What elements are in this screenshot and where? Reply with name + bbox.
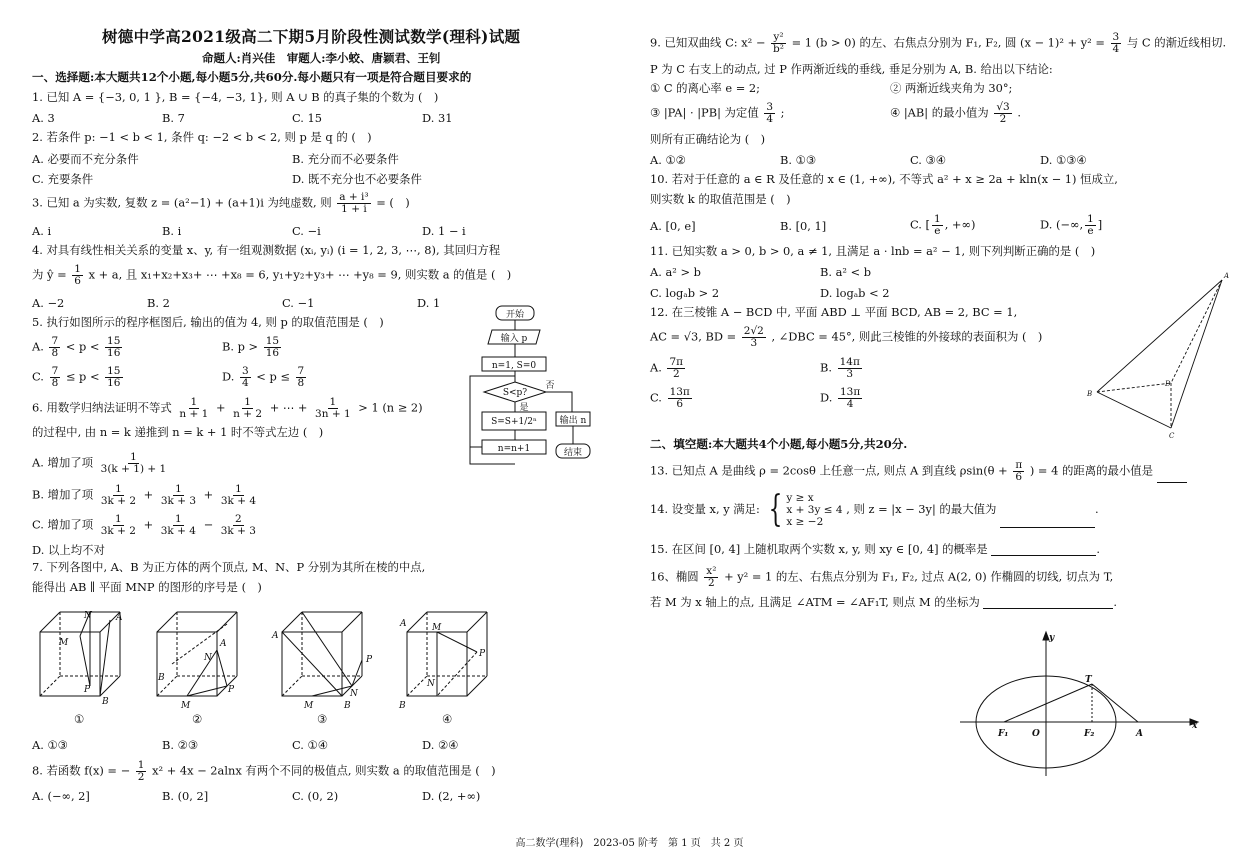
q6-line2: 的过程中, 由 n = k 递推到 n = k + 1 时不等式左边 ( ) [32, 425, 324, 439]
q10-option-d: D. (−∞, $\frac{1}{e}$ ] [1040, 213, 1103, 238]
ellipse-label-t: T [1085, 675, 1092, 685]
q9-claim-3: ③ |PA| · |PB| 为定值 $\frac{3}{4}$ ; [650, 101, 785, 126]
q5-option-d: D. $\frac{3}{4}$ < p ≤ $\frac{7}{8}$ [222, 365, 305, 390]
q10-line2: 则实数 k 的取值范围是 ( ) [650, 192, 791, 206]
flow-input-label: 输入 p [500, 334, 528, 344]
q6-option-c: C. 增加了项 $\frac{1}{3k + 2}$ + $\frac{1}{3k + 4}$ − $\frac{2}{3k + 3}$ [32, 513, 256, 538]
cube-figure-3 [282, 612, 362, 696]
q9-option-d: D. ①③④ [1040, 153, 1087, 167]
q14-stem: 14. 设变量 x, y 满足: { y ≥ x x + 3y ≤ 4 x ≥ −2 , 则 z = |x − 3y| 的最大值为 . [650, 488, 1099, 530]
cube2-label-b: B [158, 673, 165, 683]
flow-end-label: 结束 [563, 448, 583, 458]
cube2-label-p: P [228, 685, 235, 695]
ellipse-label-x: x [1192, 721, 1198, 731]
q12-option-c: C. $\frac{13\pi}{6}$ [650, 386, 690, 411]
q3-option-c: C. −i [292, 224, 321, 238]
cube-figure-1 [40, 612, 120, 696]
q15-stem: 15. 在区间 [0, 4] 上随机取两个实数 x, y, 则 xy ∈ [0, 4] 的概率是 . [650, 542, 1100, 556]
tangent-line [1092, 684, 1138, 722]
flow-no-label: 否 [545, 381, 555, 391]
q10-option-a: A. [0, e] [650, 219, 696, 233]
q7-option-a: A. ①③ [32, 738, 68, 752]
q4-option-c: C. −1 [282, 296, 315, 310]
q7-line2: 能得出 AB ∥ 平面 MNP 的图形的序号是 ( ) [32, 580, 262, 594]
q12-option-b: B. $\frac{14\pi}{3}$ [820, 356, 860, 381]
cube-figure-4 [407, 612, 487, 696]
q5-option-c: C. $\frac{7}{8}$ ≤ p < $\frac{15}{16}$ [32, 365, 121, 390]
q10-option-c: C. [ $\frac{1}{e}$ , +∞) [910, 213, 976, 238]
page-title: 树德中学高2021级高二下期5月阶段性测试数学(理科)试题 [102, 27, 521, 46]
cube4-label-p: P [479, 649, 486, 659]
cube3-label-b: B [344, 701, 351, 711]
q8-option-b: B. (0, 2] [162, 789, 209, 803]
q15-answer-blank [991, 543, 1096, 556]
q3-stem: 3. 已知 a 为实数, 复数 z = (a²−1) + (a+1)i 为纯虚数, 则 $\frac{\text{a + i³}}{1 + i}$ = ( ) [32, 191, 410, 216]
q9-option-a: A. ①② [650, 153, 686, 167]
cube4-label-a: A [400, 619, 407, 629]
q6-option-d: D. 以上均不对 [32, 543, 105, 557]
cube3-label-p: P [366, 655, 373, 665]
q11-option-b: B. a² < b [820, 265, 872, 279]
q2-option-b: B. 充分而不必要条件 [292, 152, 399, 166]
ellipse-label-o: O [1032, 729, 1040, 739]
q3-fraction: $\frac{\text{a + i³}}{1 + i}$ [339, 191, 369, 216]
q8-option-c: C. (0, 2) [292, 789, 339, 803]
q3-option-a: A. i [32, 224, 52, 238]
q4-line2: 为 ŷ = $\frac{1}{6}$ x + a, 且 x₁+x₂+x₃+ ⋯ +x₈ = 6, y₁+y₂+y₃+ ⋯ +y₈ = 9, 则实数 a 的值是 ( ) [32, 263, 512, 288]
flow-output-label: 输出 n [559, 416, 587, 426]
q9-claim-1: ① C 的离心率 e = 2; [650, 81, 760, 95]
cube2-label-m: M [181, 701, 191, 711]
q5-option-b: B. p > $\frac{15}{16}$ [222, 335, 280, 360]
q12-tetrahedron [1085, 270, 1235, 440]
q4-option-b: B. 2 [147, 296, 170, 310]
q2-option-a: A. 必要而不充分条件 [32, 152, 139, 166]
q7-option-b: B. ②③ [162, 738, 199, 752]
cube4-label-n: N [427, 679, 435, 689]
section-choice-heading: 一、选择题:本大题共12个小题,每小题5分,共60分.每小题只有一项是符合题目要求的 [32, 70, 472, 84]
tetra-label-a: A [1224, 272, 1230, 280]
cube-label-4: ④ [442, 712, 453, 726]
flow-body-label: S=S+1/2ⁿ [491, 417, 537, 427]
tetra-label-b: B [1087, 390, 1093, 398]
q6-option-a: A. 增加了项 $\frac{1}{3(k + 1) + 1}$ [32, 451, 167, 476]
ellipse-label-f1: F₁ [998, 729, 1009, 739]
cube1-label-a: A [116, 613, 123, 623]
q9-option-b: B. ①③ [780, 153, 817, 167]
q6-stem: 6. 用数学归纳法证明不等式 $\frac{1}{n + 1}$ + $\frac{1}{n + 2}$ + ⋯ + $\frac{1}{3n + 1}$ > 1 (n ≥ 2) [32, 396, 423, 421]
cube4-label-b: B [399, 701, 406, 711]
q5-option-a: A. $\frac{7}{8}$ < p < $\frac{15}{16}$ [32, 335, 121, 360]
q8-option-a: A. (−∞, 2] [32, 789, 90, 803]
section-fill-heading: 二、填空题:本大题共4个小题,每小题5分,共20分. [650, 437, 908, 451]
q6-option-b: B. 增加了项 $\frac{1}{3k + 2}$ + $\frac{1}{3k + 3}$ + $\frac{1}{3k + 4}$ [32, 483, 257, 508]
q12-option-d: D. $\frac{13\pi}{4}$ [820, 386, 861, 411]
q3-option-b: B. i [162, 224, 182, 238]
cube-label-3: ③ [317, 712, 328, 726]
q16-line2: 若 M 为 x 轴上的点, 且满足 ∠ATM = ∠AF₁T, 则点 M 的坐标为 . [650, 595, 1118, 609]
q4-option-a: A. −2 [32, 296, 65, 310]
q16-stem: 16、椭圆 $\frac{\text{x²}}{2}$ + y² = 1 的左、右焦点分别为 F₁, F₂, 过点 A(2, 0) 作椭圆的切线, 切点为 T, [650, 565, 1114, 590]
cube4-label-m: M [432, 623, 442, 633]
q2-option-c: C. 充要条件 [32, 172, 94, 186]
page-footer: 高二数学(理科) 2023-05 阶考 第 1 页 共 2 页 [515, 838, 744, 849]
q16-ellipse-figure [960, 628, 1205, 778]
q9-claim-4: ④ |AB| 的最小值为 $\frac{√3}{2}$ . [890, 101, 1021, 126]
q1-option-c: C. 15 [292, 111, 323, 125]
q11-stem: 11. 已知实数 a > 0, b > 0, a ≠ 1, 且满足 a · lnb = a² − 1, 则下列判断正确的是 ( ) [650, 244, 1096, 258]
q9-line2: P 为 C 右支上的动点, 过 P 作两渐近线的垂线, 垂足分别为 A, B. 给出以下结论: [650, 62, 1053, 76]
q7-option-d: D. ②④ [422, 738, 459, 752]
cube1-label-p: P [84, 685, 91, 695]
cube1-label-n: N [84, 611, 92, 621]
ellipse-label-y: y [1049, 633, 1055, 643]
q2-stem: 2. 若条件 p: −1 < b < 1, 条件 q: −2 < b < 2, 则 p 是 q 的 ( ) [32, 130, 372, 144]
q10-stem: 10. 若对于任意的 a ∈ R 及任意的 x ∈ (1, +∞), 不等式 a² + x ≥ 2a + kln(x − 1) 恒成立, [650, 172, 1118, 186]
ellipse-label-f2: F₂ [1084, 729, 1095, 739]
q3-option-d: D. 1 − i [422, 224, 466, 238]
cube-figure-2 [157, 612, 237, 696]
q11-option-a: A. a² > b [650, 265, 701, 279]
q11-option-d: D. logₐb < 2 [820, 286, 890, 300]
q1-stem: 1. 已知 A = {−3, 0, 1 }, B = {−4, −3, 1}, 则 A ∪ B 的真子集的个数为 ( ) [32, 90, 439, 104]
flow-start-label: 开始 [505, 310, 525, 320]
q9-line4: 则所有正确结论为 ( ) [650, 132, 766, 146]
q7-option-c: C. ①④ [292, 738, 328, 752]
q9-claim-2: ② 两渐近线夹角为 30°; [890, 81, 1013, 95]
q13-stem: 13. 已知点 A 是曲线 ρ = 2cosθ 上任意一点, 则点 A 到直线 ρsin(θ + $\frac{\pi}{6}$ ) = 4 的距离的最小值是 [650, 460, 1187, 483]
q13-answer-blank [1157, 470, 1187, 483]
q7-cube-figures [32, 600, 502, 730]
q12-line2: AC = √3, BD = $\frac{2√2}{3}$ , ∠DBC = 45°, 则此三棱锥的外接球的表面积为 ( ) [650, 325, 1043, 350]
cube-label-1: ① [74, 712, 85, 726]
flow-condition-label: S<p? [502, 388, 528, 398]
tetra-label-c: C [1169, 432, 1175, 440]
cube-label-2: ② [192, 712, 203, 726]
q1-option-a: A. 3 [32, 111, 55, 125]
q12-stem: 12. 在三棱锥 A − BCD 中, 平面 ABD ⊥ 平面 BCD, AB = 2, BC = 1, [650, 305, 1018, 319]
q4-stem: 4. 对具有线性相关关系的变量 x、y, 有一组观测数据 (xᵢ, yᵢ) (i = 1, 2, 3, ⋯, 8), 其回归方程 [32, 243, 501, 257]
q9-stem: 9. 已知双曲线 C: x² − $\frac{\text{y²}}{\text{b²}}$ = 1 (b > 0) 的左、右焦点分别为 F₁, F₂, 圆 (x − 1)² + y² = $\frac{3}{4}$ 与 C 的渐近线相切. [650, 31, 1227, 56]
authors: 命题人:肖兴佳 审题人:李小蛟、唐颖君、王钊 [202, 51, 441, 65]
q10-option-b: B. [0, 1] [780, 219, 827, 233]
q12-option-a: A. $\frac{7\pi}{2}$ [650, 356, 684, 381]
q8-option-d: D. (2, +∞) [422, 789, 481, 803]
flow-inc-label: n=n+1 [497, 444, 531, 454]
q1-option-d: D. 31 [422, 111, 453, 125]
q16-answer-blank [983, 596, 1113, 609]
cube3-label-a: A [272, 631, 279, 641]
q4-option-d: D. 1 [417, 296, 441, 310]
cube3-label-n: N [350, 689, 358, 699]
cube2-label-n: N [204, 653, 212, 663]
q8-stem: 8. 若函数 f(x) = − $\frac{1}{2}$ x² + 4x − 2alnx 有两个不同的极值点, 则实数 a 的取值范围是 ( ) [32, 759, 496, 784]
cube3-label-m: M [304, 701, 314, 711]
q5-stem: 5. 执行如图所示的程序框图后, 输出的值为 4, 则 p 的取值范围是 ( ) [32, 315, 384, 329]
cube2-label-a: A [220, 639, 227, 649]
ellipse-label-a: A [1136, 729, 1143, 739]
q1-option-b: B. 7 [162, 111, 185, 125]
flow-yes-label: 是 [519, 403, 529, 413]
q7-stem: 7. 下列各图中, A、B 为正方体的两个顶点, M、N、P 分别为其所在棱的中点, [32, 560, 426, 574]
q2-option-d: D. 既不充分也不必要条件 [292, 172, 422, 186]
q9-option-c: C. ③④ [910, 153, 946, 167]
line-f1-t [1004, 684, 1092, 722]
flow-init-label: n=1, S=0 [491, 361, 537, 371]
tetra-label-d: D [1165, 380, 1171, 388]
q11-option-c: C. logₐb > 2 [650, 286, 720, 300]
q5-flowchart [466, 302, 596, 467]
cube1-label-m: M [59, 638, 69, 648]
cube1-label-b: B [102, 697, 109, 707]
q14-answer-blank [1000, 515, 1095, 528]
